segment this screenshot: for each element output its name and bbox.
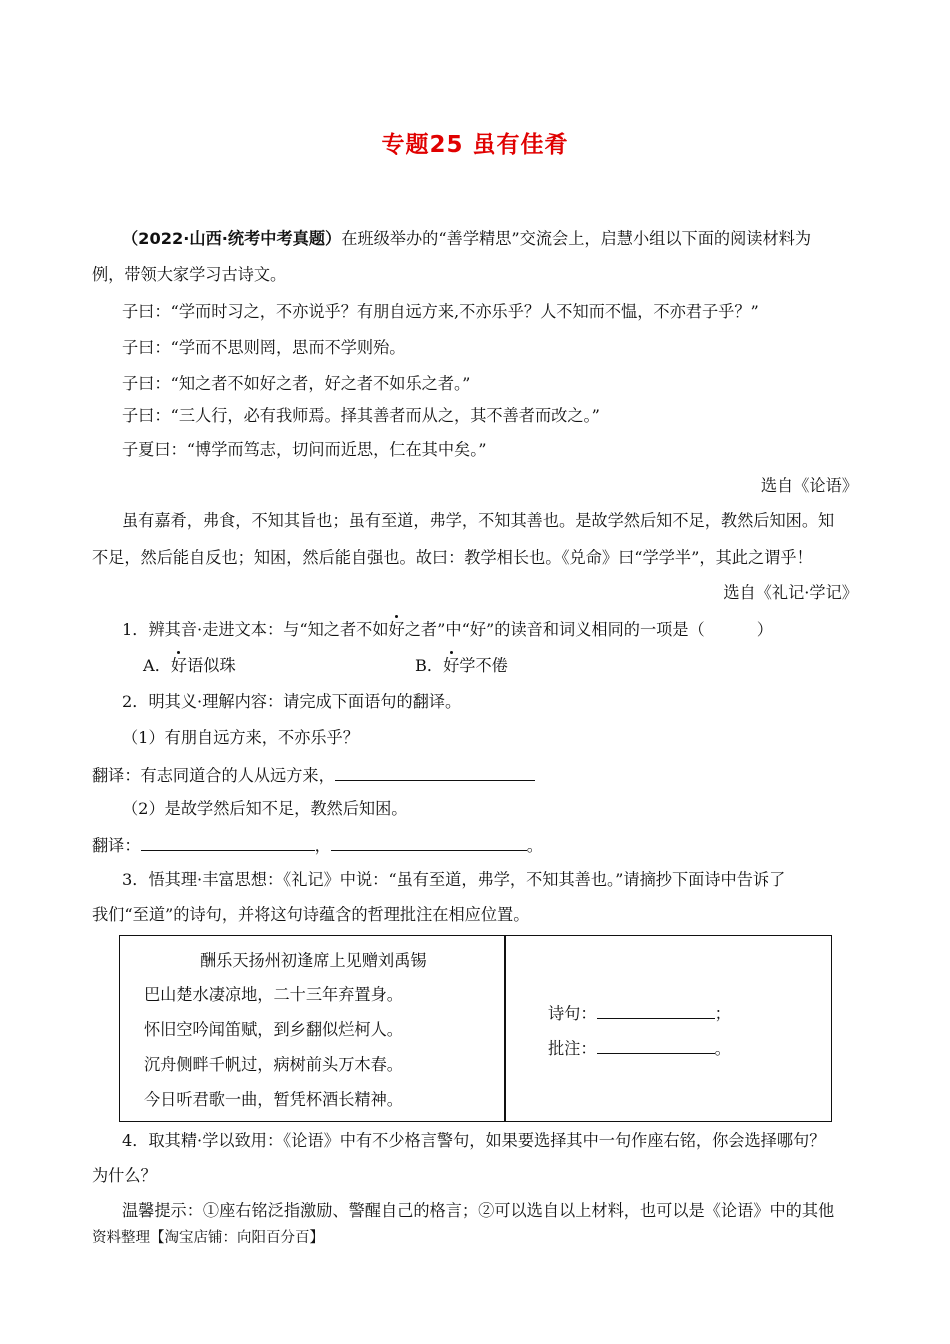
source-tag: （2022·山西·统考中考真题） — [122, 229, 342, 248]
q2-period: 。 — [526, 836, 543, 855]
q1-option-b[interactable] — [415, 656, 615, 676]
question-3-line-1: 3．悟其理·丰富思想：《礼记》中说：“虽有至道，弗学，不知其善也。”请摘抄下面诗中告诉了 — [122, 870, 786, 889]
liji-source: 选自《礼记·学记》 — [723, 583, 858, 602]
question-4-line-1: 4．取其精·学以致用：《论语》中有不少格言警句，如果要选择其中一句作座右铭，你会选择哪句？ — [122, 1131, 826, 1150]
verse-label: 诗句： — [548, 1004, 597, 1023]
poem-answer-table — [119, 935, 832, 1122]
poem-line-3: 沉舟侧畔千帆过，病树前头万木春。 — [144, 1055, 403, 1074]
q1-text-before: 1．辨其音·走进文本：与“知之者不如 — [122, 620, 389, 639]
q2-translation-2-blank-2[interactable] — [331, 834, 527, 851]
q2-sentence-2: （2）是故学然后知不足，教然后知困。 — [122, 799, 408, 818]
q2-comma: ， — [314, 836, 331, 855]
q2-translation-1-label: 翻译：有志同道合的人从远方来， — [92, 766, 335, 785]
option-b-label: B． — [415, 656, 444, 675]
liji-line-2: 不足，然后能自反也；知困，然后能自强也。故曰：教学相长也。《兑命》曰“学学半”，其此之谓乎！ — [92, 548, 813, 567]
table-divider — [504, 936, 506, 1121]
intro-text: 在班级举办的“善学精思”交流会上，启慧小组以下面的阅读材料为 — [341, 229, 812, 248]
liji-line-1: 虽有嘉肴，弗食，不知其旨也；虽有至道，弗学，不知其善也。是故学然后知不足，教然后知困。知 — [122, 511, 835, 530]
poem-line-4: 今日听君歌一曲，暂凭杯酒长精神。 — [144, 1090, 403, 1109]
option-b-dotted-char: 好 — [443, 656, 460, 675]
q2-translation-1-blank[interactable] — [335, 764, 535, 781]
q2-sentence-1: （1）有朋自远方来，不亦乐乎？ — [122, 728, 359, 747]
note-blank[interactable] — [597, 1037, 715, 1054]
note-end: 。 — [714, 1039, 731, 1058]
question-4-tip: 温馨提示：①座右铭泛指激励、警醒自己的格言；②可以选自以上材料，也可以是《论语》中的其他 — [122, 1201, 835, 1220]
lunyu-line-2: 子曰：“学而不思则罔，思而不学则殆。 — [122, 338, 406, 357]
q1-close-paren: ） — [756, 620, 773, 639]
lunyu-line-3: 子曰：“知之者不如好之者，好之者不如乐之者。” — [122, 374, 471, 393]
q2-translation-2-blank-1[interactable] — [141, 834, 315, 851]
q2-translation-2 — [92, 834, 862, 856]
question-3-line-2: 我们“至道”的诗句，并将这句诗蕴含的哲理批注在相应位置。 — [92, 905, 530, 924]
lunyu-line-1: 子曰：“学而时习之，不亦说乎？有朋自远方来,不亦乐乎？人不知而不愠，不亦君子乎？” — [122, 302, 759, 321]
verse-blank[interactable] — [597, 1002, 715, 1019]
question-1 — [122, 620, 862, 640]
option-a-dotted-char: 好 — [170, 656, 188, 675]
option-a-text: 语似珠 — [187, 656, 236, 675]
question-2: 2．明其义·理解内容：请完成下面语句的翻译。 — [122, 692, 462, 711]
q2-translation-1 — [92, 764, 862, 786]
q2-translation-2-label: 翻译： — [92, 836, 141, 855]
footer-note: 资料整理【淘宝店铺：向阳百分百】 — [92, 1230, 324, 1246]
note-label: 批注： — [548, 1039, 597, 1058]
q1-dotted-char: 好 — [388, 620, 405, 639]
lunyu-line-5: 子夏曰：“博学而笃志，切问而近思，仁在其中矣。” — [122, 440, 487, 459]
lunyu-source: 选自《论语》 — [760, 476, 858, 495]
intro-line-2: 例，带领大家学习古诗文。 — [92, 265, 287, 284]
intro-line-1 — [122, 229, 862, 249]
lunyu-line-4: 子曰：“三人行，必有我师焉。择其善者而从之，其不善者而改之。” — [122, 406, 600, 425]
poem-line-1: 巴山楚水凄凉地，二十三年弃置身。 — [144, 985, 403, 1004]
note-answer-row — [548, 1035, 731, 1059]
option-a-label: A． — [143, 656, 171, 675]
poem-line-2: 怀旧空吟闻笛赋，到乡翻似烂柯人。 — [144, 1020, 403, 1039]
verse-answer-row — [548, 1000, 731, 1024]
poem-title: 酬乐天扬州初逢席上见赠刘禹锡 — [200, 951, 427, 970]
verse-end: ； — [714, 1004, 731, 1023]
option-b-text: 学不倦 — [459, 656, 508, 675]
q1-text-after: 之者”中“好”的读音和词义相同的一项是（ — [404, 620, 705, 639]
question-4-line-2: 为什么？ — [92, 1166, 157, 1185]
q1-option-a[interactable] — [143, 656, 343, 676]
page-title: 专题25 虽有佳肴 — [381, 132, 569, 158]
